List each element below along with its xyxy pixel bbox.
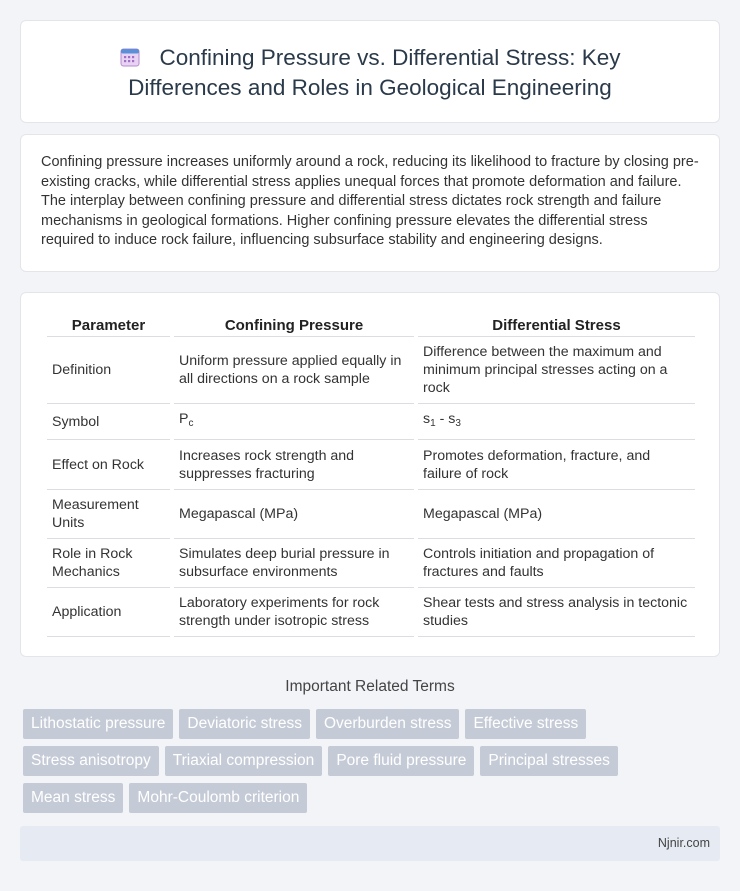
table-row (47, 588, 695, 637)
footer (20, 826, 720, 861)
symbol-subscript: 1 (430, 418, 436, 429)
row-parameter: Measurement Units (47, 490, 170, 539)
table-row (47, 490, 695, 539)
row-parameter: Effect on Rock (47, 440, 170, 490)
row-parameter: Symbol (47, 404, 170, 440)
related-terms-list (23, 709, 663, 820)
tag-row (23, 709, 663, 739)
tag-row (23, 746, 663, 776)
table-row (47, 440, 695, 490)
intro-paragraph: Confining pressure increases uniformly around a rock, reducing its likelihood to fracture by closing pre-existing cracks, while differential stress applies unequal forces that promote deformation and failure. The interplay between confining pressure and differential stress dictates rock strength and failure mechanisms in geological formations. Higher confining pressure elevates the differential stress required to induce rock failure, influencing subsurface stability and engineering designs. (41, 154, 699, 248)
title-card (20, 20, 720, 123)
row-differential-value: Controls initiation and propagation of fractures and faults (418, 539, 695, 588)
row-differential-value: Shear tests and stress analysis in tectonic studies (418, 588, 695, 637)
footer-site-link[interactable]: Njnir.com (657, 836, 710, 850)
related-terms-heading: Important Related Terms (285, 678, 455, 695)
symbol-base: P (179, 411, 189, 427)
table-header-row (47, 315, 695, 337)
symbol-sigma-3: s (448, 411, 456, 427)
calendar-icon (119, 46, 141, 68)
row-parameter: Application (47, 588, 170, 637)
tag-overburden-stress[interactable]: Overburden stress (316, 709, 460, 739)
row-differential-value (418, 404, 695, 440)
row-differential-value: Megapascal (MPa) (418, 490, 695, 539)
tag-pore-fluid-pressure[interactable]: Pore fluid pressure (328, 746, 474, 776)
symbol-operator: - (435, 411, 449, 427)
tag-stress-anisotropy[interactable]: Stress anisotropy (23, 746, 159, 776)
intro-card (20, 134, 720, 272)
symbol-sigma-1: s (423, 411, 431, 427)
tag-triaxial-compression[interactable]: Triaxial compression (165, 746, 323, 776)
tag-lithostatic-pressure[interactable]: Lithostatic pressure (23, 709, 173, 739)
row-confining-value: Uniform pressure applied equally in all directions on a rock sample (174, 337, 414, 404)
row-confining-value (174, 404, 414, 440)
row-differential-value: Difference between the maximum and minimum principal stresses acting on a rock (418, 337, 695, 404)
row-differential-value: Promotes deformation, fracture, and failure of rock (418, 440, 695, 490)
table-row (47, 539, 695, 588)
tag-deviatoric-stress[interactable]: Deviatoric stress (179, 709, 310, 739)
comparison-table (43, 315, 699, 637)
tag-principal-stresses[interactable]: Principal stresses (480, 746, 617, 776)
header-confining-pressure: Confining Pressure (174, 315, 414, 337)
row-confining-value: Laboratory experiments for rock strength under isotropic stress (174, 588, 414, 637)
row-parameter: Definition (47, 337, 170, 404)
tag-mean-stress[interactable]: Mean stress (23, 783, 123, 813)
tag-mohr-coulomb-criterion[interactable]: Mohr-Coulomb criterion (129, 783, 307, 813)
symbol-subscript: c (188, 418, 194, 429)
page-title-text: Confining Pressure vs. Differential Stress: Key Differences and Roles in Geological Engineering (128, 45, 621, 100)
comparison-card (20, 292, 720, 657)
row-confining-value: Simulates deep burial pressure in subsurface environments (174, 539, 414, 588)
tag-row (23, 783, 663, 813)
row-confining-value: Increases rock strength and suppresses fracturing (174, 440, 414, 490)
symbol-subscript: 3 (455, 418, 461, 429)
row-parameter: Role in Rock Mechanics (47, 539, 170, 588)
table-row (47, 404, 695, 440)
header-differential-stress: Differential Stress (418, 315, 695, 337)
row-confining-value: Megapascal (MPa) (174, 490, 414, 539)
tag-effective-stress[interactable]: Effective stress (465, 709, 586, 739)
page-title (21, 43, 719, 103)
table-row (47, 337, 695, 404)
header-parameter: Parameter (47, 315, 170, 337)
